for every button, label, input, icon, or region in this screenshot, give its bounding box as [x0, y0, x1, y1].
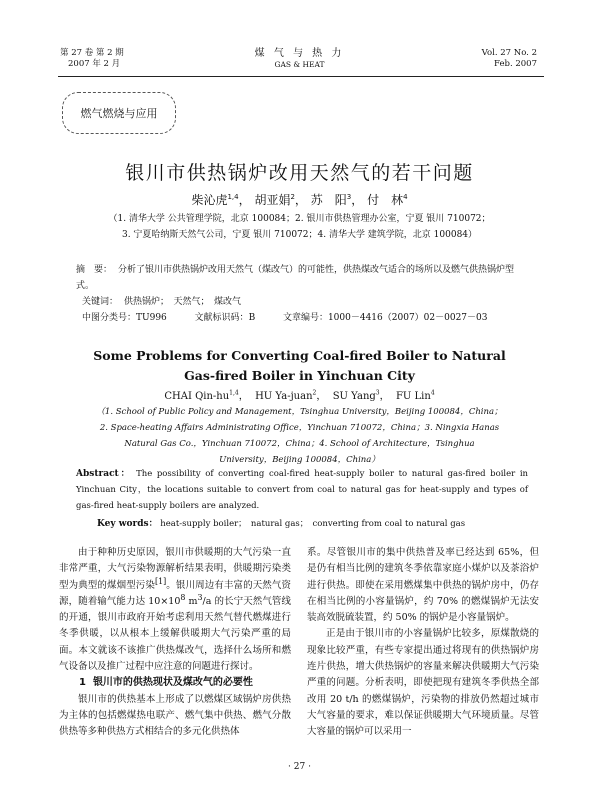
author-sup: 3: [375, 389, 380, 397]
header-volume-cn: 第 27 卷 第 2 期: [60, 48, 124, 58]
abstract-cn-label: 摘 要：: [76, 265, 113, 275]
body-paragraph: 银川市的供热基本上形成了以燃煤区域锅炉房供热为主体的包括燃煤热电联产、燃气集中供热、燃气分散供热等多种供热方式相结合的多元化供热体: [59, 693, 291, 738]
authors-cn: 柴沁虎$^{1,4}$， 胡亚娟$^2$， 苏 阳$^3$， 付 林$^4$: [191, 193, 408, 207]
header-date-en: Feb. 2007: [494, 59, 537, 69]
keywords-cn-label: 关键词：: [82, 297, 119, 307]
author-en: SU Yang: [332, 391, 376, 402]
author-sup: 4: [403, 193, 408, 201]
citation: [1]: [155, 576, 167, 586]
clc-label: 中图分类号：: [82, 313, 137, 323]
author-cn: 苏 阳: [310, 193, 347, 207]
affiliation-line: 2. Space-heating Affairs Administrating Office，Yinchuan 710072，China；3. Ningxia Hanas: [99, 423, 500, 433]
doc-code-label: 文献标识码：: [194, 313, 249, 323]
author-sup: 4: [430, 389, 435, 397]
affiliation-line: Natural Gas Co.，Yinchuan 710072，China；4. School of Architecture，Tsinghua: [124, 439, 475, 449]
header-right: [482, 48, 537, 70]
doc-code-value: B: [248, 313, 256, 323]
body-text: 由于种种历史原因，银川市供暖期的大气污染一直非常严重，大气污染物源解析结果表明，供暖期污染类型为典型的煤烟型污染: [59, 547, 291, 591]
abstract-cn-text: 分析了银川市供热锅炉改用天然气（煤改气）的可能性，供热煤改气适合的场所以及燃气供热锅炉型式。: [76, 265, 515, 291]
author-en: HU Ya-juan: [255, 391, 313, 402]
section-number: 1: [79, 677, 86, 689]
affiliation-line: （1. 清华大学 公共管理学院，北京 100084；2. 银川市供热管理办公室，宁夏 银川 710072；: [108, 214, 491, 224]
page-number: · 27 ·: [288, 762, 311, 772]
keywords-cn: [76, 294, 528, 310]
author-cn: 柴沁虎: [191, 193, 228, 207]
header-date-cn: 2007 年 2 月: [68, 59, 121, 69]
body-column-right: [307, 545, 539, 741]
title-en-line: Gas-fired Boiler in Yinchuan City: [184, 368, 415, 383]
journal-title-en: GAS & HEAT: [274, 60, 325, 69]
abstract-cn-body: [76, 262, 528, 294]
author-sup: 3: [346, 193, 352, 201]
affiliations-cn: [60, 211, 539, 243]
affiliation-line: University，Beijing 100084，China）: [219, 455, 380, 465]
section-label: 燃气燃烧与应用: [62, 92, 176, 134]
affiliation-line: 3. 宁夏哈纳斯天然气公司，宁夏 银川 710072；4. 清华大学 建筑学院，北京 100084）: [121, 230, 478, 240]
author-sup: 2: [290, 193, 295, 201]
abstract-cn: [76, 262, 528, 326]
affiliation-line: （1. School of Public Policy and Management，Tsinghua University，Beijing 100084，China；: [96, 407, 503, 417]
body-paragraph: 正是由于银川市的小容量锅炉比较多，原煤散烧的现象比较严重，有些专家提出通过将现有的供热锅炉房连片供热，增大供热锅炉的容量来解决供暖期大气污染严重的问题。分析表明，即使把现有建筑冬季供热全部改用 20 t/h 的燃煤锅炉，污染物的排放仍然超过城市大气容量的要求，难以保证供暖期大气环境质量。尽管大容量的锅炉可以采用一: [307, 628, 539, 738]
author-en: FU Lin: [395, 391, 431, 402]
section-title: 银川市的供热现状及煤改气的必要性: [92, 677, 253, 689]
body-text: 。银川周边有丰富的天然气资源，随着输气能力达 10×10: [59, 579, 291, 607]
body-paragraph: 系。尽管银川市的集中供热普及率已经达到 65%，但是仍有相当比例的建筑冬季依靠家庭小煤炉以及茶浴炉进行供热。即使在采用燃煤集中供热的锅炉房中，仍存在相当比例的小容量锅炉，约 70% 的燃煤锅炉无法安装高效脱硫装置，约 50% 的锅炉是小容量锅炉。: [307, 547, 539, 624]
classification-line: [76, 310, 528, 326]
article-number-value: 1000－4416（2007）02－0027－03: [327, 313, 488, 323]
keywords-en: [97, 516, 465, 529]
article-number-label: 文章编号：: [282, 313, 328, 323]
author-sup: 1,4: [229, 389, 239, 397]
authors-en: CHAI Qin-hu$^{1,4}$， HU Ya-juan$^2$， SU Yang$^3$， FU Lin$^4$: [164, 389, 435, 402]
abstract-en-label: Abstract：: [76, 469, 132, 479]
header-rule: [58, 76, 544, 77]
page-title-en: [0, 346, 599, 386]
body-paragraph: [59, 545, 291, 675]
header-volume-en: Vol. 27 No. 2: [481, 48, 537, 58]
author-sup: 1,4: [227, 193, 239, 201]
author-cn: 胡亚娟: [254, 193, 291, 207]
body-text: /a 的长宁天然气管线的开通，银川市政府开始考虑利用天然气替代燃煤进行冬季供暖，以从根本上缓解供暖期大气污染严重的局面。本文就该不该推广供热煤改气，选择什么场所和燃气设备以及推广过程中应注意的问题进行探讨。: [59, 595, 291, 673]
clc-value: TU996: [136, 313, 167, 323]
journal-title-cn: 煤 气 与 热 力: [254, 48, 345, 59]
title-en-line: Some Problems for Converting Coal-fired Boiler to Natural: [93, 348, 506, 363]
section-heading: [59, 675, 291, 691]
page-title-cn: 银川市供热锅炉改用天然气的若干问题: [125, 162, 474, 184]
author-cn: 付 林: [367, 193, 404, 207]
author-sup: 2: [312, 389, 317, 397]
body-column-left: [59, 545, 291, 741]
keywords-en-label: Key words：: [97, 519, 158, 529]
exponent: 8: [180, 592, 186, 602]
exponent: 3: [197, 592, 203, 602]
author-en: CHAI Qin-hu: [164, 391, 230, 402]
abstract-en: [76, 466, 528, 514]
keywords-en-text: heat-supply boiler； natural gas； converting from coal to natural gas: [160, 519, 466, 529]
affiliations-en: [70, 404, 529, 468]
body-text: m: [185, 595, 198, 607]
keywords-cn-text: 供热锅炉； 天然气； 煤改气: [124, 297, 242, 307]
abstract-en-text: The possibility of converting coal-fired heat-supply boiler to natural gas-fired boiler in Yinchuan City，the locations suitable to convert from coal to natural gas for heat-supply and types of gas-fired heat-supply boilers are analyzed.: [76, 469, 529, 511]
